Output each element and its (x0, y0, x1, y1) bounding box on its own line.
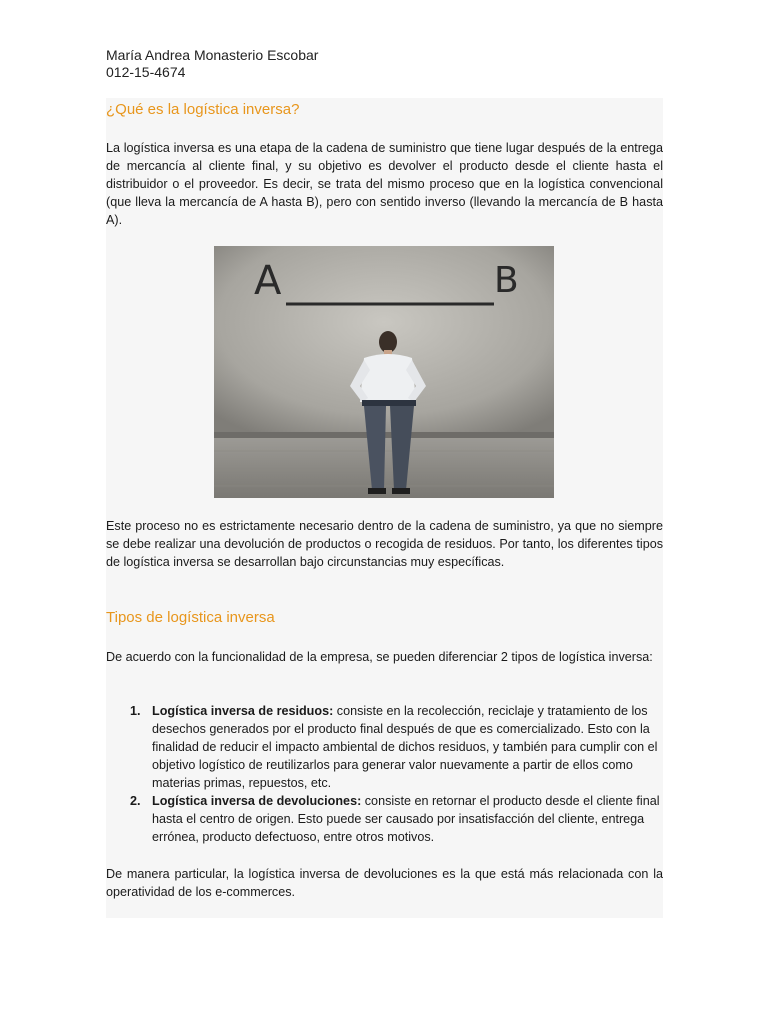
list-item-number: 1. (130, 704, 141, 718)
list-item (106, 792, 663, 846)
list-item-term: Logística inversa de residuos: (152, 704, 334, 718)
process-paragraph: Este proceso no es estrictamente necesario dentro de la cadena de suministro, ya que no siempre se debe realizar una devolución de productos o recogida de residuos. Por tanto, los diferentes tipos de logística inversa se desarrollan bajo circunstancias muy específicas. (106, 519, 663, 569)
definition-paragraph: La logística inversa es una etapa de la cadena de suministro que tiene lugar después de la entrega de mercancía al cliente final, y su objetivo es devolver el producto desde el cliente hasta el distribuidor o el proveedor. Es decir, se trata del mismo proceso que en la logística convencional (que lleva la mercancía de A hasta B), pero con sentido inverso (llevando la mercancía de B hasta A). (106, 141, 663, 227)
author-name: María Andrea Monasterio Escobar (106, 47, 319, 63)
types-intro-paragraph: De acuerdo con la funcionalidad de la empresa, se pueden diferenciar 2 tipos de logística inversa: (106, 650, 653, 664)
author-id: 012-15-4674 (106, 64, 186, 80)
author-block (106, 47, 318, 81)
label-b: B (494, 260, 519, 301)
list-item-text: consiste en retornar el producto desde el cliente final hasta el centro de origen. Esto puede ser causado por insatisfacción del cliente, entrega errónea, producto defectuoso, entre otros motivos. (152, 794, 660, 844)
list-item-term: Logística inversa de devoluciones: (152, 794, 362, 808)
list-item-text: consiste en la recolección, reciclaje y tratamiento de los desechos generados por el producto final después de que es comercializado. Esto con la finalidad de reducir el impacto ambiental de dichos residuos, y también para cumplir con el objetivo logístico de reutilizarlos para generar valor nuevamente a partir de ellos como materias primas, repuestos, etc. (152, 704, 658, 790)
list-item (106, 702, 663, 792)
section-title-tipos: Tipos de logística inversa (106, 609, 275, 626)
closing-paragraph: De manera particular, la logística inversa de devoluciones es la que está más relacionada con la operatividad de los e-commerces. (106, 867, 663, 899)
types-list (106, 702, 663, 846)
section-title-que-es: ¿Qué es la logística inversa? (106, 101, 300, 118)
label-a: A (254, 258, 282, 304)
list-item-number: 2. (130, 794, 141, 808)
illustration-svg (214, 246, 554, 498)
a-to-b-illustration (214, 246, 554, 498)
